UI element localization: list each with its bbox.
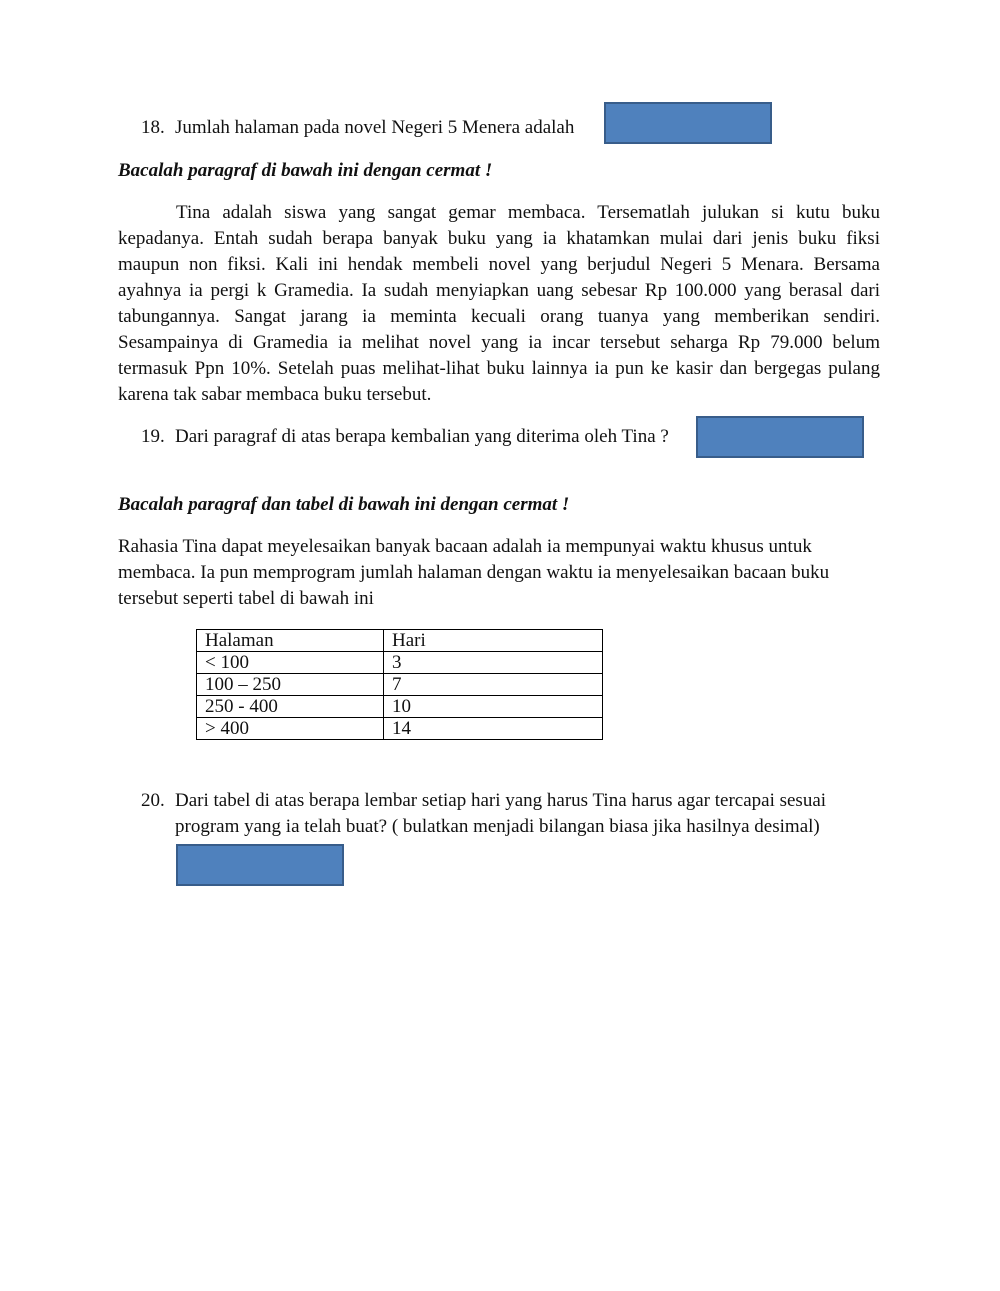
- table-cell: > 400: [197, 718, 384, 740]
- table-row: [197, 696, 603, 718]
- paragraph-1-line: tabungannya. Sangat jarang ia meminta kecuali orang tuanya yang memberikan sendiri.: [118, 306, 880, 327]
- paragraph-2: [118, 534, 880, 612]
- question-20-number: 20.: [141, 790, 165, 811]
- question-18-text: Jumlah halaman pada novel Negeri 5 Menera adalah: [175, 117, 575, 138]
- table-cell: 3: [384, 652, 603, 674]
- table-header-cell: Hari: [384, 630, 603, 652]
- table-cell: 7: [384, 674, 603, 696]
- table-cell: 100 – 250: [197, 674, 384, 696]
- table-cell: 250 - 400: [197, 696, 384, 718]
- paragraph-2-line: membaca. Ia pun memprogram jumlah halaman dengan waktu ia menyelesaikan bacaan buku: [118, 562, 830, 583]
- paragraph-2-line: Rahasia Tina dapat meyelesaikan banyak bacaan adalah ia mempunyai waktu khusus untuk: [118, 536, 812, 557]
- paragraph-1: [118, 200, 880, 408]
- table-cell: < 100: [197, 652, 384, 674]
- paragraph-1-line: ayahnya ia pergi k Gramedia. Ia sudah menyiapkan uang sebesar Rp 100.000 yang berasal dari: [118, 280, 880, 301]
- question-19-text: Dari paragraf di atas berapa kembalian yang diterima oleh Tina ?: [175, 426, 669, 447]
- table-header-row: [197, 630, 603, 652]
- question-18-number: 18.: [141, 117, 165, 138]
- pages-days-table: [196, 629, 603, 740]
- answer-box-19[interactable]: [696, 416, 864, 458]
- table-row: [197, 674, 603, 696]
- table-cell: 10: [384, 696, 603, 718]
- paragraph-1-line: Sesampainya di Gramedia ia melihat novel yang ia incar tersebut seharga Rp 79.000 belum: [118, 332, 880, 353]
- paragraph-1-line: maupun non fiksi. Kali ini hendak membeli novel yang berjudul Negeri 5 Menara. Bersama: [118, 254, 880, 275]
- paragraph-1-line: kepadanya. Entah sudah berapa banyak buku yang ia khatamkan mulai dari jenis buku fiksi: [118, 228, 880, 249]
- table-cell: 14: [384, 718, 603, 740]
- paragraph-1-line: karena tak sabar membaca buku tersebut.: [118, 384, 432, 405]
- table-row: [197, 652, 603, 674]
- answer-box-20[interactable]: [176, 844, 344, 886]
- table-row: [197, 718, 603, 740]
- answer-box-18[interactable]: [604, 102, 772, 144]
- question-20-line-1: Dari tabel di atas berapa lembar setiap hari yang harus Tina harus agar tercapai sesuai: [175, 790, 827, 811]
- table-header-cell: Halaman: [197, 630, 384, 652]
- paragraph-1-line: Tina adalah siswa yang sangat gemar membaca. Tersematlah julukan si kutu buku: [176, 202, 880, 223]
- question-19-number: 19.: [141, 426, 165, 447]
- section-heading-2: Bacalah paragraf dan tabel di bawah ini dengan cermat !: [118, 494, 570, 515]
- paragraph-1-line: termasuk Ppn 10%. Setelah puas melihat-lihat buku lainnya ia pun ke kasir dan bergegas pulang: [118, 358, 880, 379]
- section-heading-1: Bacalah paragraf di bawah ini dengan cermat !: [118, 160, 493, 181]
- paragraph-2-line: tersebut seperti tabel di bawah ini: [118, 588, 374, 609]
- question-20-line-2: program yang ia telah buat? ( bulatkan menjadi bilangan biasa jika hasilnya desimal): [175, 816, 820, 837]
